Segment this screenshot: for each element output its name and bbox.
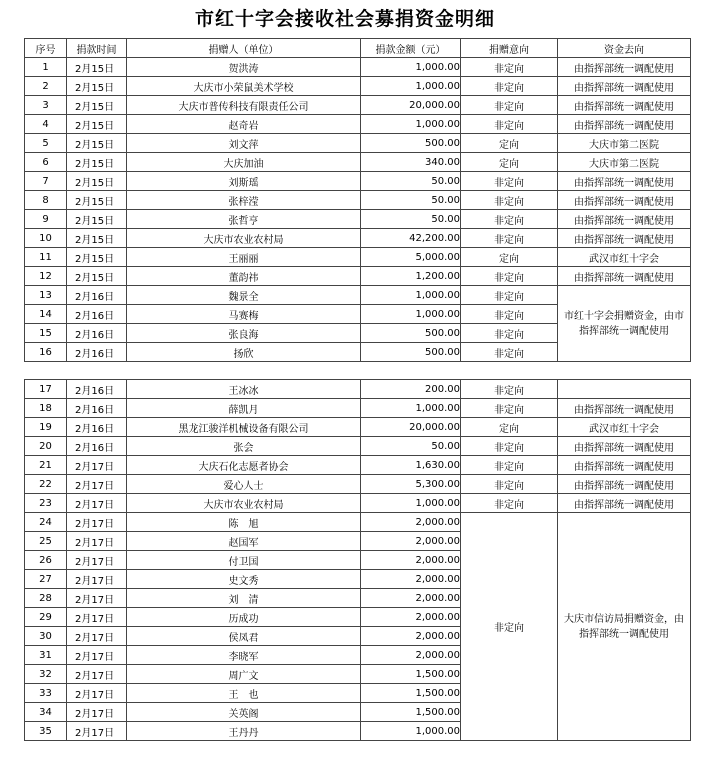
- donation-date: 2月15日: [67, 134, 127, 153]
- row-number: 16: [25, 343, 67, 362]
- table-row: [25, 456, 691, 475]
- donation-date: 2月17日: [67, 475, 127, 494]
- table-row: [25, 286, 691, 305]
- donor-name: 付卫国: [127, 551, 361, 570]
- donation-intent: 非定向: [461, 305, 558, 324]
- donor-name: 历成功: [127, 608, 361, 627]
- donation-date: 2月17日: [67, 646, 127, 665]
- amount-value: 2,000.00: [415, 573, 460, 585]
- row-number: 25: [25, 532, 67, 551]
- amount-cell: [361, 380, 461, 399]
- donation-date: 2月15日: [67, 210, 127, 229]
- table-row: [25, 153, 691, 172]
- row-number: 12: [25, 267, 67, 286]
- page-title: 市红十字会接收社会募捐资金明细: [194, 8, 495, 30]
- table-row: [25, 475, 691, 494]
- donation-date: 2月15日: [67, 96, 127, 115]
- fund-destination: 由指挥部统一调配使用: [558, 475, 691, 494]
- row-number: 15: [25, 324, 67, 343]
- table-row: [25, 380, 691, 399]
- amount-value: 2,000.00: [415, 535, 460, 547]
- amount-cell: [361, 172, 461, 191]
- amount-cell: [361, 532, 461, 551]
- donation-intent: 非定向: [461, 399, 558, 418]
- row-number: 19: [25, 418, 67, 437]
- amount-cell: [361, 665, 461, 684]
- donation-date: 2月15日: [67, 153, 127, 172]
- amount-cell: [361, 267, 461, 286]
- header-no: 序号: [25, 39, 67, 58]
- row-number: 26: [25, 551, 67, 570]
- amount-value: 2,000.00: [415, 516, 460, 528]
- amount-value: 1,500.00: [415, 687, 460, 699]
- donation-date: 2月15日: [67, 172, 127, 191]
- fund-destination: 武汉市红十字会: [558, 418, 691, 437]
- amount-value: 5,300.00: [415, 478, 460, 490]
- donor-name: 赵奇岩: [127, 115, 361, 134]
- row-number: 34: [25, 703, 67, 722]
- amount-value: 1,000.00: [415, 402, 460, 414]
- amount-value: 200.00: [425, 383, 460, 395]
- amount-value: 2,000.00: [415, 592, 460, 604]
- amount-value: 20,000.00: [409, 421, 460, 433]
- donation-date: 2月16日: [67, 418, 127, 437]
- fund-destination: [558, 380, 691, 399]
- row-number: 5: [25, 134, 67, 153]
- amount-cell: [361, 210, 461, 229]
- amount-value: 1,000.00: [415, 80, 460, 92]
- row-number: 3: [25, 96, 67, 115]
- amount-value: 500.00: [425, 346, 460, 358]
- donation-date: 2月15日: [67, 191, 127, 210]
- donor-name: 周广文: [127, 665, 361, 684]
- amount-cell: [361, 399, 461, 418]
- row-number: 31: [25, 646, 67, 665]
- row-number: 18: [25, 399, 67, 418]
- row-number: 29: [25, 608, 67, 627]
- donation-intent: 非定向: [461, 380, 558, 399]
- donation-date: 2月17日: [67, 703, 127, 722]
- row-number: 13: [25, 286, 67, 305]
- row-number: 7: [25, 172, 67, 191]
- donation-intent-merged: 非定向: [461, 513, 558, 741]
- donation-intent: 非定向: [461, 172, 558, 191]
- table-row: [25, 134, 691, 153]
- amount-value: 2,000.00: [415, 611, 460, 623]
- amount-cell: [361, 627, 461, 646]
- donor-name: 刘斯瑶: [127, 172, 361, 191]
- table-row: [25, 418, 691, 437]
- donation-date: 2月17日: [67, 494, 127, 513]
- table-row: [25, 513, 691, 532]
- donation-date: 2月16日: [67, 286, 127, 305]
- donation-date: 2月15日: [67, 229, 127, 248]
- row-number: 1: [25, 58, 67, 77]
- amount-cell: [361, 324, 461, 343]
- donor-name: 大庆石化志愿者协会: [127, 456, 361, 475]
- table-row: [25, 399, 691, 418]
- fund-destination: 由指挥部统一调配使用: [558, 58, 691, 77]
- table-row: [25, 494, 691, 513]
- donor-name: 董韵祎: [127, 267, 361, 286]
- row-number: 30: [25, 627, 67, 646]
- fund-destination: 由指挥部统一调配使用: [558, 77, 691, 96]
- donor-name: 大庆市普传科技有限责任公司: [127, 96, 361, 115]
- amount-value: 1,000.00: [415, 118, 460, 130]
- table-row: [25, 115, 691, 134]
- donation-date: 2月16日: [67, 343, 127, 362]
- donor-name: 李晓军: [127, 646, 361, 665]
- donation-date: 2月17日: [67, 589, 127, 608]
- amount-value: 42,200.00: [409, 232, 460, 244]
- fund-destination-merged: 市红十字会捐赠资金，由市指挥部统一调配使用: [558, 286, 691, 362]
- amount-value: 1,500.00: [415, 668, 460, 680]
- amount-value: 50.00: [431, 213, 460, 225]
- amount-value: 50.00: [431, 440, 460, 452]
- table-row: [25, 229, 691, 248]
- amount-value: 1,630.00: [415, 459, 460, 471]
- fund-destination: 武汉市红十字会: [558, 248, 691, 267]
- donor-name: 张梓滢: [127, 191, 361, 210]
- amount-cell: [361, 153, 461, 172]
- row-number: 20: [25, 437, 67, 456]
- amount-cell: [361, 305, 461, 324]
- row-number: 8: [25, 191, 67, 210]
- donation-intent: 非定向: [461, 475, 558, 494]
- donor-name: 刘文萍: [127, 134, 361, 153]
- fund-destination: 由指挥部统一调配使用: [558, 456, 691, 475]
- fund-destination: 由指挥部统一调配使用: [558, 191, 691, 210]
- amount-cell: [361, 646, 461, 665]
- donor-name: 黑龙江骏洋机械设备有限公司: [127, 418, 361, 437]
- row-number: 33: [25, 684, 67, 703]
- table-row: [25, 96, 691, 115]
- donation-intent: 非定向: [461, 229, 558, 248]
- amount-cell: [361, 134, 461, 153]
- table-row: [25, 191, 691, 210]
- donor-name: 扬欣: [127, 343, 361, 362]
- table-header-row: [25, 39, 691, 58]
- amount-value: 1,000.00: [415, 289, 460, 301]
- amount-cell: [361, 58, 461, 77]
- header-destination: 资金去向: [558, 39, 691, 58]
- donor-name: 史文秀: [127, 570, 361, 589]
- donation-intent: 定向: [461, 248, 558, 267]
- donor-name: 张哲亨: [127, 210, 361, 229]
- donation-intent: 非定向: [461, 210, 558, 229]
- donation-intent: 定向: [461, 134, 558, 153]
- donation-date: 2月17日: [67, 665, 127, 684]
- amount-value: 1,000.00: [415, 497, 460, 509]
- donation-intent: 定向: [461, 418, 558, 437]
- donor-name: 刘 清: [127, 589, 361, 608]
- donor-name: 王丽丽: [127, 248, 361, 267]
- donor-name: 王冰冰: [127, 380, 361, 399]
- row-number: 22: [25, 475, 67, 494]
- fund-destination: 大庆市第二医院: [558, 153, 691, 172]
- amount-cell: [361, 551, 461, 570]
- donation-intent: 非定向: [461, 437, 558, 456]
- amount-value: 500.00: [425, 327, 460, 339]
- amount-cell: [361, 191, 461, 210]
- amount-value: 500.00: [425, 137, 460, 149]
- amount-cell: [361, 684, 461, 703]
- donation-date: 2月16日: [67, 305, 127, 324]
- donation-date: 2月17日: [67, 627, 127, 646]
- row-number: 28: [25, 589, 67, 608]
- donation-intent: 非定向: [461, 494, 558, 513]
- amount-cell: [361, 115, 461, 134]
- amount-value: 20,000.00: [409, 99, 460, 111]
- donation-date: 2月17日: [67, 684, 127, 703]
- header-date: 捐款时间: [67, 39, 127, 58]
- amount-cell: [361, 722, 461, 741]
- amount-cell: [361, 286, 461, 305]
- header-amount: 捐款金额（元）: [361, 39, 461, 58]
- donation-intent: 非定向: [461, 324, 558, 343]
- row-number: 32: [25, 665, 67, 684]
- amount-cell: [361, 343, 461, 362]
- donor-name: 关英阁: [127, 703, 361, 722]
- row-number: 4: [25, 115, 67, 134]
- donation-date: 2月17日: [67, 722, 127, 741]
- amount-cell: [361, 418, 461, 437]
- fund-destination: 由指挥部统一调配使用: [558, 494, 691, 513]
- row-number: 27: [25, 570, 67, 589]
- fund-destination: 由指挥部统一调配使用: [558, 115, 691, 134]
- donor-name: 赵国军: [127, 532, 361, 551]
- amount-value: 340.00: [425, 156, 460, 168]
- donation-date: 2月15日: [67, 248, 127, 267]
- amount-cell: [361, 96, 461, 115]
- table-row: [25, 58, 691, 77]
- amount-cell: [361, 437, 461, 456]
- donation-intent: 非定向: [461, 267, 558, 286]
- donation-date: 2月17日: [67, 513, 127, 532]
- amount-value: 1,500.00: [415, 706, 460, 718]
- donation-intent: 定向: [461, 153, 558, 172]
- donation-intent: 非定向: [461, 115, 558, 134]
- amount-cell: [361, 608, 461, 627]
- row-number: 6: [25, 153, 67, 172]
- fund-destination: 由指挥部统一调配使用: [558, 437, 691, 456]
- donor-name: 张会: [127, 437, 361, 456]
- donor-name: 薛凯月: [127, 399, 361, 418]
- amount-cell: [361, 570, 461, 589]
- amount-value: 1,000.00: [415, 61, 460, 73]
- donor-name: 贺洪涛: [127, 58, 361, 77]
- donation-date: 2月16日: [67, 380, 127, 399]
- donation-date: 2月16日: [67, 324, 127, 343]
- row-number: 21: [25, 456, 67, 475]
- donor-name: 陈 旭: [127, 513, 361, 532]
- row-number: 2: [25, 77, 67, 96]
- amount-cell: [361, 589, 461, 608]
- row-number: 10: [25, 229, 67, 248]
- fund-destination-merged: 大庆市信访局捐赠资金，由指挥部统一调配使用: [558, 513, 691, 741]
- donor-name: 马赛梅: [127, 305, 361, 324]
- donor-name: 大庆加油: [127, 153, 361, 172]
- fund-destination: 由指挥部统一调配使用: [558, 210, 691, 229]
- donation-date: 2月17日: [67, 608, 127, 627]
- row-number: 9: [25, 210, 67, 229]
- donation-date: 2月15日: [67, 77, 127, 96]
- amount-value: 1,000.00: [415, 308, 460, 320]
- donor-name: 王丹丹: [127, 722, 361, 741]
- donation-date: 2月15日: [67, 115, 127, 134]
- row-number: 17: [25, 380, 67, 399]
- amount-cell: [361, 229, 461, 248]
- donor-name: 魏景全: [127, 286, 361, 305]
- table-row: [25, 437, 691, 456]
- donor-name: 侯凤君: [127, 627, 361, 646]
- donation-date: 2月16日: [67, 399, 127, 418]
- page-gap: [0, 362, 728, 379]
- table-row: [25, 248, 691, 267]
- donation-intent: 非定向: [461, 191, 558, 210]
- donation-intent: 非定向: [461, 456, 558, 475]
- donation-table-part1: [24, 38, 691, 362]
- donation-intent: 非定向: [461, 96, 558, 115]
- row-number: 23: [25, 494, 67, 513]
- donation-date: 2月15日: [67, 267, 127, 286]
- fund-destination: 大庆市第二医院: [558, 134, 691, 153]
- amount-value: 5,000.00: [415, 251, 460, 263]
- row-number: 11: [25, 248, 67, 267]
- donor-name: 大庆市农业农村局: [127, 494, 361, 513]
- donation-date: 2月17日: [67, 532, 127, 551]
- amount-cell: [361, 513, 461, 532]
- table-row: [25, 172, 691, 191]
- donor-name: 大庆市小荣鼠美术学校: [127, 77, 361, 96]
- donation-intent: 非定向: [461, 343, 558, 362]
- row-number: 35: [25, 722, 67, 741]
- amount-cell: [361, 248, 461, 267]
- amount-value: 50.00: [431, 194, 460, 206]
- header-intent: 捐赠意向: [461, 39, 558, 58]
- fund-destination: 由指挥部统一调配使用: [558, 399, 691, 418]
- fund-destination: 由指挥部统一调配使用: [558, 267, 691, 286]
- donation-date: 2月17日: [67, 456, 127, 475]
- amount-cell: [361, 703, 461, 722]
- table-row: [25, 77, 691, 96]
- amount-cell: [361, 456, 461, 475]
- donor-name: 张良海: [127, 324, 361, 343]
- donor-name: 王 也: [127, 684, 361, 703]
- donation-date: 2月17日: [67, 570, 127, 589]
- donation-date: 2月16日: [67, 437, 127, 456]
- amount-value: 1,200.00: [415, 270, 460, 282]
- donor-name: 大庆市农业农村局: [127, 229, 361, 248]
- fund-destination: 由指挥部统一调配使用: [558, 229, 691, 248]
- table-row: [25, 210, 691, 229]
- donation-intent: 非定向: [461, 77, 558, 96]
- donation-date: 2月15日: [67, 58, 127, 77]
- amount-cell: [361, 475, 461, 494]
- donation-intent: 非定向: [461, 58, 558, 77]
- amount-value: 50.00: [431, 175, 460, 187]
- amount-value: 2,000.00: [415, 649, 460, 661]
- amount-value: 2,000.00: [415, 630, 460, 642]
- fund-destination: 由指挥部统一调配使用: [558, 96, 691, 115]
- donation-table-part2: [24, 379, 691, 741]
- header-donor: 捐赠人（单位）: [127, 39, 361, 58]
- amount-value: 2,000.00: [415, 554, 460, 566]
- donation-date: 2月17日: [67, 551, 127, 570]
- table-row: [25, 267, 691, 286]
- fund-destination: 由指挥部统一调配使用: [558, 172, 691, 191]
- row-number: 14: [25, 305, 67, 324]
- donor-name: 爱心人士: [127, 475, 361, 494]
- row-number: 24: [25, 513, 67, 532]
- amount-cell: [361, 494, 461, 513]
- amount-value: 1,000.00: [415, 725, 460, 737]
- amount-cell: [361, 77, 461, 96]
- donation-intent: 非定向: [461, 286, 558, 305]
